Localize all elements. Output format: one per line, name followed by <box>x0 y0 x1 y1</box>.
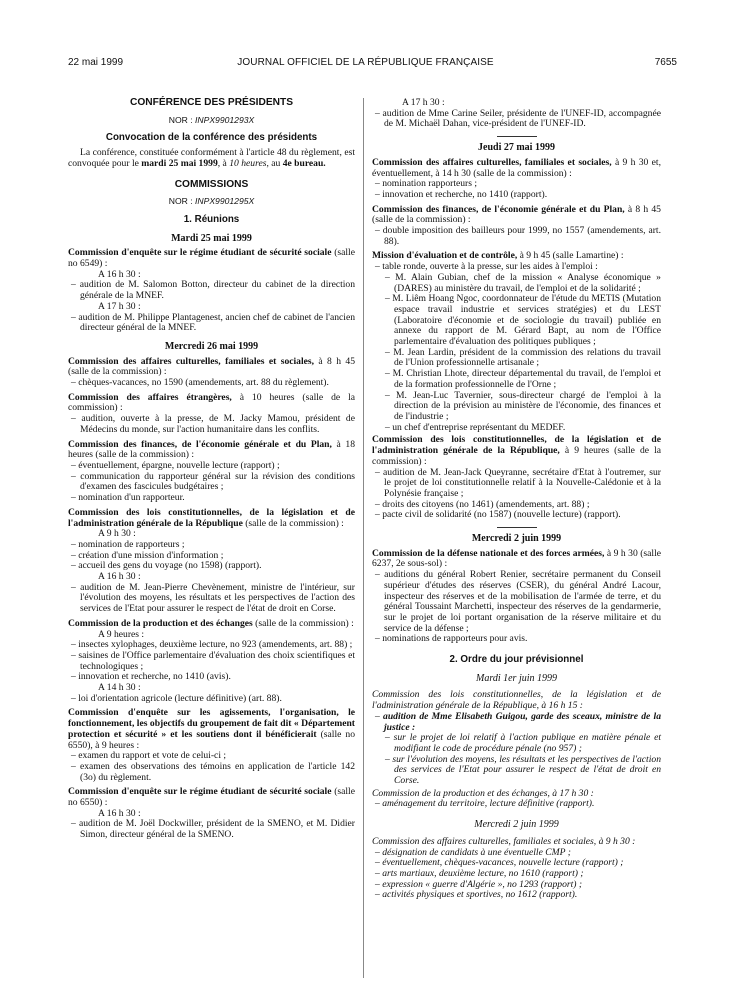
conf-nor: NOR : INPX9901293X <box>168 114 255 125</box>
commission-heading: Commission d'enquête sur le régime étudiant de sécurité sociale (salle no 6550) : <box>68 786 355 809</box>
list-item: – table ronde, ouverte à la presse, sur les aides à l'emploi : <box>372 262 661 273</box>
list-item: – communication du rapporteur général sur la révision des conditions d'examen des fascicules budgétaires ; <box>68 472 355 493</box>
list-item: – innovation et recherche, no 1410 (rapport). <box>372 190 661 201</box>
time-label: A 16 h 30 : <box>98 807 141 819</box>
commission-heading: Commission des lois constitutionnelles, de la législation et de l'administration générale de la République, à 16 h 15 : <box>372 689 661 712</box>
agenda-list <box>68 378 355 389</box>
list-item: – examen des observations des témoins en application de l'article 142 (3o) du règlement. <box>68 762 355 783</box>
day-heading: Mercredi 2 juin 1999 <box>471 533 562 545</box>
commission-heading: Mission d'évaluation et de contrôle, à 9 h 45 (salle Lamartine) : <box>372 250 624 262</box>
time-label: A 14 h 30 : <box>98 682 141 694</box>
agenda-list <box>68 751 355 783</box>
list-item: – sur le projet de loi relatif à l'action publique en matière pénale et modifiant le code de procédure pénale (no 957) ; <box>372 733 661 754</box>
list-item: – audition de M. Jean-Jack Queyranne, secrétaire d'Etat à l'outremer, sur le projet de loi constitutionnelle relatif à la Nouvelle-Calédonie et à la Polynésie française ; <box>372 468 661 500</box>
list-item: – accueil des gens du voyage (no 1598) (rapport). <box>68 561 355 572</box>
time-label: A 16 h 30 : <box>98 571 141 583</box>
agenda-list <box>372 848 661 902</box>
list-item: – auditions du général Robert Renier, secrétaire permanent du Conseil supérieur d'études des réserves (CSER), du général André Lacour, inspecteur des réserves et de la mobilisation de l'armée de terre, et du général Toussaint Marchetti, inspecteur des réserves de la gendarmerie, sur le projet de loi portant organisation de la réserve militaire et du service de la défense ; <box>372 570 661 634</box>
list-item: – double imposition des bailleurs pour 1999, no 1557 (amendements, art. 88). <box>372 226 661 247</box>
agenda-sublist <box>372 733 661 787</box>
agenda-list <box>372 109 661 130</box>
agenda-list <box>68 414 355 435</box>
time-label: A 9 h 30 : <box>98 528 136 540</box>
list-item: – M. Alain Gubian, chef de la mission « Analyse économique » (DARES) au ministère du travail, de l'emploi et de la solidarité ; <box>372 273 661 294</box>
list-item: – audition de M. Philippe Plantagenest, ancien chef de cabinet de l'ancien directeur général de la MNEF. <box>68 313 355 334</box>
day-heading: Jeudi 27 mai 1999 <box>478 142 555 154</box>
commission-heading: Commission de la production et des échanges (salle de la commission) : <box>68 617 354 629</box>
list-item: – droits des citoyens (no 1461) (amendements, art. 88) ; <box>372 500 661 511</box>
list-item: – M. Christian Lhote, directeur départemental du travail, de l'emploi et de la formation professionnelle de l'Orne ; <box>372 369 661 390</box>
commission-heading: Commission des finances, de l'économie générale et du Plan, à 18 heures (salle de la commission) : <box>68 438 355 461</box>
day-heading: Mardi 25 mai 1999 <box>171 232 252 244</box>
separator-rule <box>497 136 537 137</box>
list-item: – nominations de rapporteurs pour avis. <box>372 634 661 645</box>
list-item: – désignation de candidats à une éventuelle CMP ; <box>372 848 661 859</box>
agenda-list <box>372 179 661 200</box>
commission-heading: Commission de la défense nationale et des forces armées, à 9 h 30 (salle 6237, 2e sous-sol) : <box>372 547 662 570</box>
list-item: – aménagement du territoire, lecture définitive (rapport). <box>372 799 661 810</box>
list-item: – un chef d'entreprise représentant du MEDEF. <box>372 423 661 434</box>
list-item: – sur l'évolution des moyens, les résultats et les perspectives de l'action des services de l'Etat pour assurer le respect de l'état de droit en Corse. <box>372 755 661 787</box>
commissions-title: COMMISSIONS <box>174 178 249 190</box>
list-item: – éventuellement, chèques-vacances, nouvelle lecture (rapport) ; <box>372 858 661 869</box>
list-item: – audition de Mme Elisabeth Guigou, garde des sceaux, ministre de la justice : <box>372 712 661 733</box>
list-item: – loi d'orientation agricole (lecture définitive) (art. 88). <box>68 694 355 705</box>
agenda-sublist <box>372 273 661 434</box>
header-page-number: 7655 <box>654 57 677 68</box>
list-item: – nomination rapporteurs ; <box>372 179 661 190</box>
list-item: – innovation et recherche, no 1410 (avis). <box>68 672 355 683</box>
commission-heading: Commission des affaires culturelles, familiales et sociales, à 9 h 30 : <box>372 835 636 847</box>
commission-heading: Commission des affaires culturelles, familiales et sociales, à 8 h 45 (salle de la commission) : <box>68 355 355 378</box>
agenda-list <box>372 226 661 247</box>
agenda-list <box>372 570 661 645</box>
list-item: – audition de M. Salomon Botton, directeur du cabinet de la direction générale de la MNEF. <box>68 280 355 301</box>
list-item: – saisines de l'Office parlementaire d'évaluation des choix scientifiques et technologiques ; <box>68 651 355 672</box>
list-item: – examen du rapport et vote de celui-ci ; <box>68 751 355 762</box>
agenda-list <box>68 583 355 615</box>
convocation-title: Convocation de la conférence des présidents <box>105 132 318 144</box>
right-column <box>372 98 661 901</box>
agenda-list <box>68 313 355 334</box>
list-item: – éventuellement, épargne, nouvelle lecture (rapport) ; <box>68 461 355 472</box>
list-item: – nomination de rapporteurs ; <box>68 540 355 551</box>
commission-heading: Commission des affaires étrangères, à 10 heures (salle de la commission) : <box>68 391 355 414</box>
commission-heading: Commission d'enquête sur le régime étudiant de sécurité sociale (salle no 6549) : <box>68 247 355 270</box>
list-item: – audition de M. Jean-Pierre Chevènement, ministre de l'intérieur, sur l'évolution des moyens, les résultats et les perspectives de l'action des services de l'Etat pour assurer le respect de l'état de droit en Corse. <box>68 583 355 615</box>
day-heading: Mercredi 2 juin 1999 <box>474 819 559 831</box>
agenda-list <box>372 468 661 522</box>
agenda-list <box>372 712 661 733</box>
agenda-list <box>68 280 355 301</box>
day-heading: Mardi 1er juin 1999 <box>475 672 557 684</box>
commission-heading: Commission des lois constitutionnelles, de la législation et de l'administration générale de la République (salle de la commission) : <box>68 506 355 529</box>
list-item: – audition, ouverte à la presse, de M. Jacky Mamou, président de Médecins du monde, sur l'action humanitaire dans les conflits. <box>68 414 355 435</box>
list-item: – audition de M. Joël Dockwiller, président de la SMENO, et M. Didier Simon, directeur général de la SMENO. <box>68 819 355 840</box>
commission-heading: Commission des affaires culturelles, familiales et sociales, à 9 h 30 et, éventuellement, à 14 h 30 (salle de la commission) : <box>372 156 661 179</box>
list-item: – chèques-vacances, no 1590 (amendements, art. 88 du règlement). <box>68 378 355 389</box>
column-divider <box>363 98 364 978</box>
agenda-list <box>68 640 355 683</box>
day-heading: Mercredi 26 mai 1999 <box>164 340 259 352</box>
time-label: A 17 h 30 : <box>98 300 141 312</box>
conf-title: CONFÉRENCE DES PRÉSIDENTS <box>129 97 294 108</box>
time-label: A 17 h 30 : <box>402 97 445 108</box>
commission-heading: Commission de la production et des échanges, à 17 h 30 : <box>372 787 594 799</box>
odj-title: 2. Ordre du jour prévisionnel <box>449 654 584 666</box>
comm-nor: NOR : INPX9901295X <box>168 196 255 207</box>
agenda-list <box>372 799 661 810</box>
reunions-title: 1. Réunions <box>183 213 240 225</box>
left-column <box>68 98 355 841</box>
page-header <box>0 0 731 70</box>
time-label: A 9 heures : <box>98 628 145 640</box>
commission-heading: Commission des lois constitutionnelles, de la législation et de l'administration générale de la République, à 9 heures (salle de la commission) : <box>372 434 661 467</box>
header-title: JOURNAL OFFICIEL DE LA RÉPUBLIQUE FRANÇAISE <box>237 57 494 68</box>
list-item: – activités physiques et sportives, no 1612 (rapport). <box>372 890 661 901</box>
convocation-text: La conférence, constituée conformément à l'article 48 du règlement, est convoquée pour le mardi 25 mai 1999, à 10 heures, au 4e bureau. <box>68 147 355 169</box>
list-item: – insectes xylophages, deuxième lecture, no 923 (amendements, art. 88) ; <box>68 640 355 651</box>
list-item: – pacte civil de solidarité (no 1587) (nouvelle lecture) (rapport). <box>372 510 661 521</box>
list-item: – création d'une mission d'information ; <box>68 551 355 562</box>
list-item: – M. Jean-Luc Tavernier, sous-directeur chargé de l'emploi à la direction de la prévision au ministère de l'économie, des finances et de l'industrie ; <box>372 391 661 423</box>
list-item: – M. Jean Lardin, président de la commission des relations du travail de l'Union professionnelle artisanale ; <box>372 348 661 369</box>
list-item: – nomination d'un rapporteur. <box>68 493 355 504</box>
list-item: – audition de Mme Carine Seiler, présidente de l'UNEF-ID, accompagnée de M. Michaël Dahan, vice-président de l'UNEF-ID. <box>372 109 661 130</box>
list-item: – arts martiaux, deuxième lecture, no 1610 (rapport) ; <box>372 869 661 880</box>
commission-heading: Commission d'enquête sur les agissements, l'organisation, le fonctionnement, les objectifs du groupement de fait dit « Département protection et sécurité » et les soutiens dont il bénéficierait (salle no 6550), à 9 heures : <box>68 707 355 751</box>
list-item: – M. Liêm Hoang Ngoc, coordonnateur de l'étude du METIS (Mutation espace travail industrie et services stratégies) et du LEST (Laboratoire d'économie et de sociologie du travail) publiée en annexe du rapport de M. Gérard Bapt, au nom de l'Office parlementaire d'évaluation des politiques publiques ; <box>372 294 661 348</box>
agenda-list <box>68 461 355 504</box>
header-date: 22 mai 1999 <box>68 57 124 68</box>
agenda-list <box>68 819 355 840</box>
separator-rule <box>497 527 537 528</box>
time-label: A 16 h 30 : <box>98 268 141 280</box>
agenda-list <box>68 694 355 705</box>
agenda-list <box>68 540 355 572</box>
list-item: – expression « guerre d'Algérie », no 1293 (rapport) ; <box>372 880 661 891</box>
commission-heading: Commission des finances, de l'économie générale et du Plan, à 8 h 45 (salle de la commission) : <box>372 203 661 226</box>
